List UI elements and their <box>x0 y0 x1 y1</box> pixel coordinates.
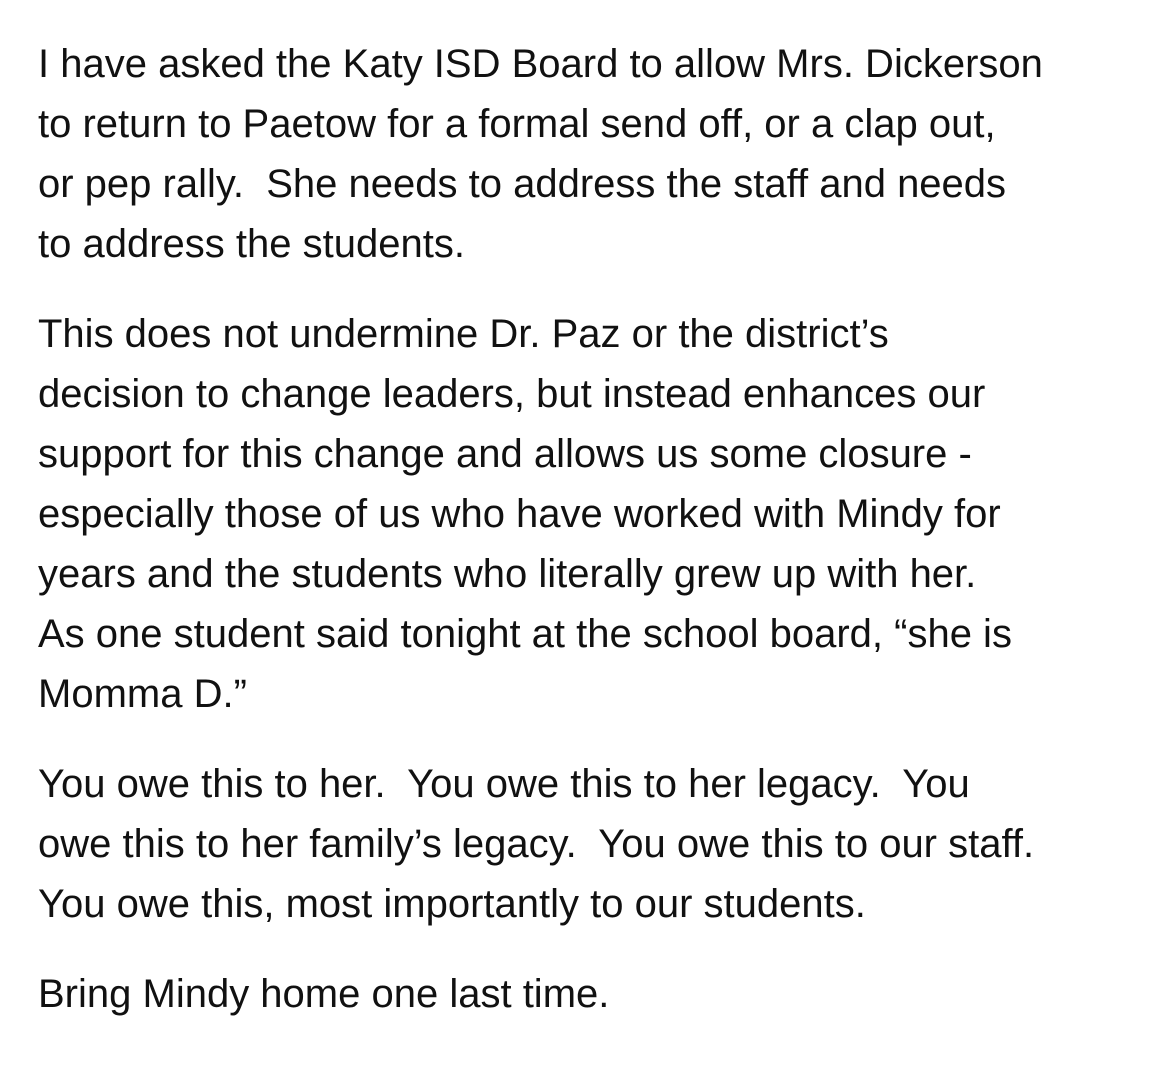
note-body <box>38 34 1148 1054</box>
text-line: You owe this, most importantly to our students. <box>38 882 866 926</box>
text-line: to address the students. <box>38 222 465 266</box>
text-line: Momma D.” <box>38 672 247 716</box>
text-line: This does not undermine Dr. Paz or the district’s <box>38 312 889 356</box>
text-line: owe this to her family’s legacy. You owe this to our staff. <box>38 822 1035 866</box>
text-line: to return to Paetow for a formal send off, or a clap out, <box>38 102 996 146</box>
text-line: decision to change leaders, but instead enhances our <box>38 372 986 416</box>
text-line: You owe this to her. You owe this to her legacy. You <box>38 762 970 806</box>
text-line: Bring Mindy home one last time. <box>38 972 610 1016</box>
text-line: years and the students who literally grew up with her. <box>38 552 977 596</box>
paragraph-request <box>38 34 1148 274</box>
text-line: support for this change and allows us some closure - <box>38 432 972 476</box>
paragraph-closing <box>38 964 1148 1024</box>
text-line: As one student said tonight at the school board, “she is <box>38 612 1012 656</box>
text-line: or pep rally. She needs to address the staff and needs <box>38 162 1007 206</box>
text-line: especially those of us who have worked with Mindy for <box>38 492 1001 536</box>
text-line: I have asked the Katy ISD Board to allow Mrs. Dickerson <box>38 42 1043 86</box>
paragraph-explanation <box>38 304 1148 724</box>
paragraph-appeal <box>38 754 1148 934</box>
